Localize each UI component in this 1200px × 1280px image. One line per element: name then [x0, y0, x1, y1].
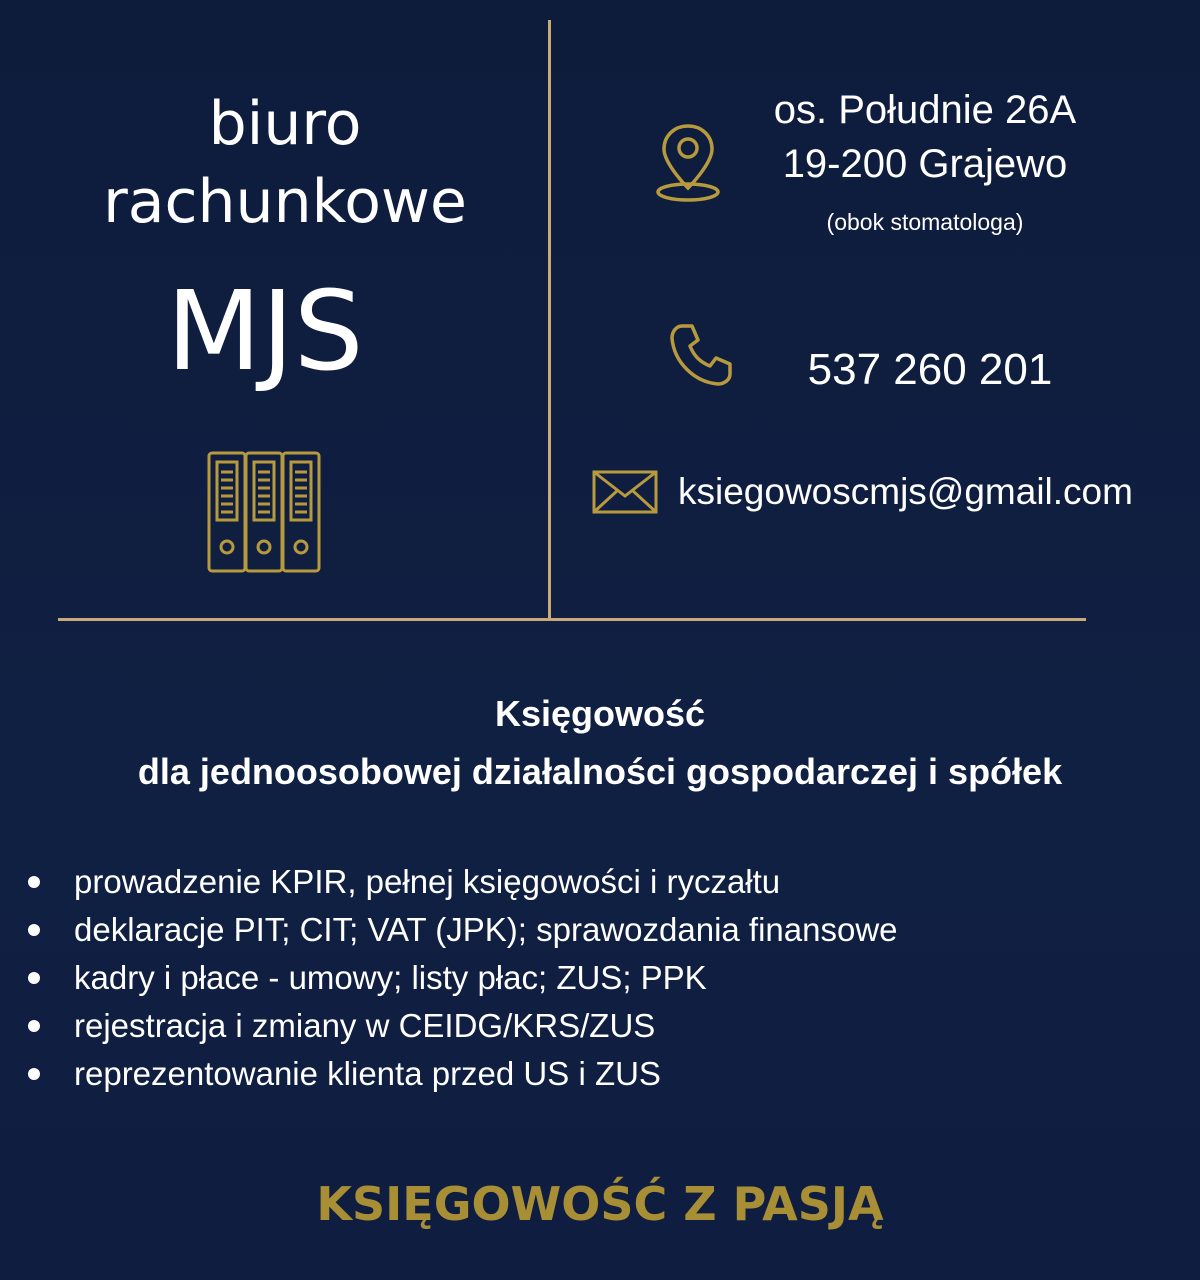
address-note: (obok stomatologa): [826, 209, 1024, 235]
location-pin-icon: [652, 122, 724, 204]
bullet-icon: [28, 1020, 40, 1032]
bullet-icon: [28, 1068, 40, 1080]
service-text: prowadzenie KPIR, pełnej księgowości i ryczałtu: [74, 863, 781, 900]
services-list: [26, 858, 1126, 1098]
phone-number[interactable]: 537 260 201: [807, 345, 1053, 394]
brand-name: MJS: [166, 267, 364, 395]
brand-line-rachunkowe: rachunkowe: [103, 167, 467, 237]
bullet-icon: [28, 876, 40, 888]
bullet-icon: [28, 972, 40, 984]
service-item: [26, 906, 1126, 954]
service-item: [26, 1050, 1126, 1098]
binders-icon: [206, 450, 322, 574]
offer-subheading: dla jednoosobowej działalności gospodarczej i spółek: [137, 751, 1063, 792]
service-text: kadry i płace - umowy; listy płac; ZUS; PPK: [74, 959, 707, 996]
slogan: KSIĘGOWOŚĆ Z PASJĄ: [316, 1177, 884, 1231]
bullet-icon: [28, 924, 40, 936]
service-text: deklaracje PIT; CIT; VAT (JPK); sprawozdania finansowe: [74, 911, 898, 948]
service-item: [26, 954, 1126, 1002]
service-text: rejestracja i zmiany w CEIDG/KRS/ZUS: [74, 1007, 656, 1044]
address-street: os. Południe 26A: [773, 88, 1077, 132]
horizontal-divider: [58, 618, 1086, 621]
phone-icon: [668, 322, 734, 388]
email-address[interactable]: ksiegowoscmjs@gmail.com: [678, 471, 1133, 512]
address-city: 19-200 Grajewo: [782, 142, 1068, 186]
service-item: [26, 858, 1126, 906]
service-text: reprezentowanie klienta przed US i ZUS: [74, 1055, 661, 1092]
brand-line-biuro: biuro: [208, 89, 362, 159]
offer-heading: Księgowość: [494, 693, 706, 734]
vertical-divider: [548, 20, 551, 620]
envelope-icon: [592, 470, 658, 514]
service-item: [26, 1002, 1126, 1050]
